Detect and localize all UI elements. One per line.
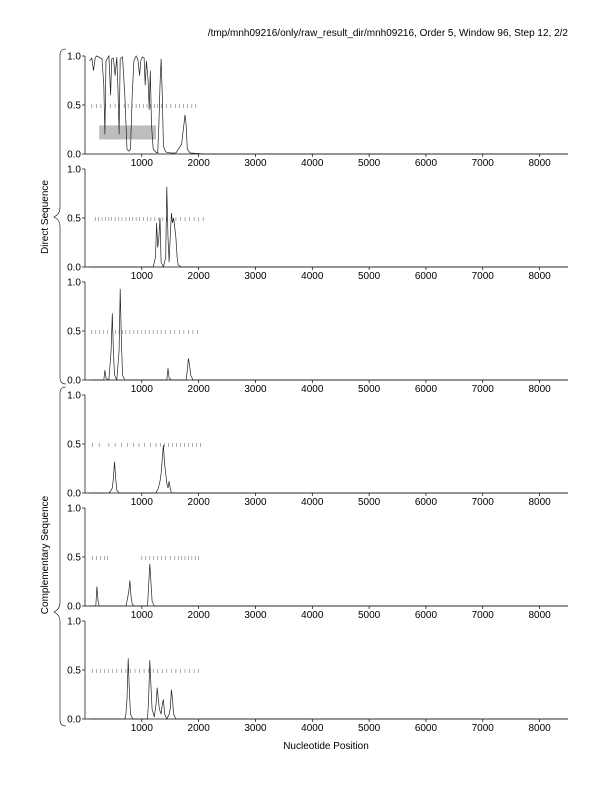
coding-potential-line <box>90 445 569 493</box>
x-tick-label: 1000 <box>130 384 153 395</box>
x-tick-label: 7000 <box>471 158 494 169</box>
x-tick-label: 7000 <box>471 384 494 395</box>
figure-title: /tmp/mnh09216/only/raw_result_dir/mnh09216, Order 5, Window 96, Step 12, 2/2 <box>207 28 568 39</box>
y-tick-label: 1.0 <box>67 390 81 402</box>
x-tick-label: 2000 <box>187 723 210 734</box>
x-tick-label: 6000 <box>414 497 438 508</box>
x-tick-label: 2000 <box>187 271 210 282</box>
x-tick-label: 6000 <box>414 384 438 395</box>
y-tick-label: 0.5 <box>67 439 81 451</box>
panel-direct-frame-2 <box>67 165 568 283</box>
x-tick-label: 6000 <box>414 271 438 282</box>
strand-braces <box>54 49 66 726</box>
x-tick-label: 5000 <box>357 497 381 508</box>
y-tick-label: 1.0 <box>67 277 81 289</box>
x-tick-label: 4000 <box>301 384 324 395</box>
x-tick-label: 2000 <box>187 384 210 395</box>
x-tick-label: 1000 <box>130 271 153 282</box>
x-tick-label: 1000 <box>130 610 153 621</box>
y-tick-label: 1.0 <box>67 164 81 176</box>
y-tick-label: 1.0 <box>67 616 81 628</box>
x-tick-label: 3000 <box>244 384 267 395</box>
panel-complementary-frame-2 <box>67 504 568 622</box>
y-tick-label: 0.0 <box>67 601 81 613</box>
x-tick-label: 2000 <box>187 158 210 169</box>
x-tick-label: 2000 <box>187 497 210 508</box>
x-tick-label: 1000 <box>130 497 153 508</box>
x-tick-label: 4000 <box>301 610 324 621</box>
x-tick-label: 5000 <box>357 723 381 734</box>
x-tick-label: 7000 <box>471 271 494 282</box>
x-tick-label: 3000 <box>244 497 267 508</box>
x-tick-label: 1000 <box>130 158 153 169</box>
x-tick-label: 4000 <box>301 497 324 508</box>
x-tick-label: 4000 <box>301 158 324 169</box>
x-tick-label: 1000 <box>130 723 153 734</box>
x-tick-label: 5000 <box>357 158 381 169</box>
y-tick-label: 1.0 <box>67 51 81 63</box>
complementary-brace <box>54 387 66 726</box>
y-tick-label: 1.0 <box>67 503 81 515</box>
direct-brace <box>54 49 66 384</box>
coding-potential-line <box>90 658 569 719</box>
panel-direct-frame-3 <box>67 278 568 396</box>
complementary-sequence-label: Complementary Sequence <box>40 495 51 615</box>
x-tick-label: 8000 <box>528 384 551 395</box>
x-tick-label: 4000 <box>301 271 324 282</box>
y-tick-label: 0.0 <box>67 149 81 161</box>
x-tick-label: 4000 <box>301 723 324 734</box>
x-tick-label: 6000 <box>414 723 438 734</box>
x-tick-label: 5000 <box>357 271 381 282</box>
x-tick-label: 8000 <box>528 497 551 508</box>
x-tick-label: 6000 <box>414 610 438 621</box>
x-tick-label: 3000 <box>244 271 267 282</box>
x-tick-label: 2000 <box>187 610 210 621</box>
y-tick-label: 0.5 <box>67 213 81 225</box>
x-tick-label: 3000 <box>244 158 267 169</box>
x-axis-label: Nucleotide Position <box>283 741 369 752</box>
coding-potential-line <box>90 289 569 380</box>
x-tick-label: 8000 <box>528 610 551 621</box>
x-tick-label: 8000 <box>528 158 551 169</box>
x-tick-label: 8000 <box>528 271 551 282</box>
y-tick-label: 0.5 <box>67 326 81 338</box>
coding-potential-line <box>90 187 569 267</box>
x-tick-label: 5000 <box>357 384 381 395</box>
x-tick-label: 7000 <box>471 610 494 621</box>
panels-group <box>67 52 568 735</box>
gene-bar <box>99 125 156 139</box>
direct-sequence-label: Direct Sequence <box>40 180 51 254</box>
x-tick-label: 7000 <box>471 497 494 508</box>
panel-complementary-frame-1 <box>67 391 568 509</box>
y-tick-label: 0.0 <box>67 262 81 274</box>
x-tick-label: 6000 <box>414 158 438 169</box>
y-tick-label: 0.0 <box>67 488 81 500</box>
x-tick-label: 7000 <box>471 723 494 734</box>
y-tick-label: 0.5 <box>67 100 81 112</box>
y-tick-label: 0.5 <box>67 665 81 677</box>
coding-potential-line <box>90 564 569 606</box>
x-tick-label: 3000 <box>244 610 267 621</box>
x-tick-label: 5000 <box>357 610 381 621</box>
y-tick-label: 0.0 <box>67 375 81 387</box>
y-tick-label: 0.0 <box>67 714 81 726</box>
x-tick-label: 8000 <box>528 723 551 734</box>
panel-complementary-frame-3 <box>67 617 568 735</box>
coding-potential-line <box>90 56 569 154</box>
x-tick-label: 3000 <box>244 723 267 734</box>
y-tick-label: 0.5 <box>67 552 81 564</box>
panel-direct-frame-1 <box>67 52 568 170</box>
